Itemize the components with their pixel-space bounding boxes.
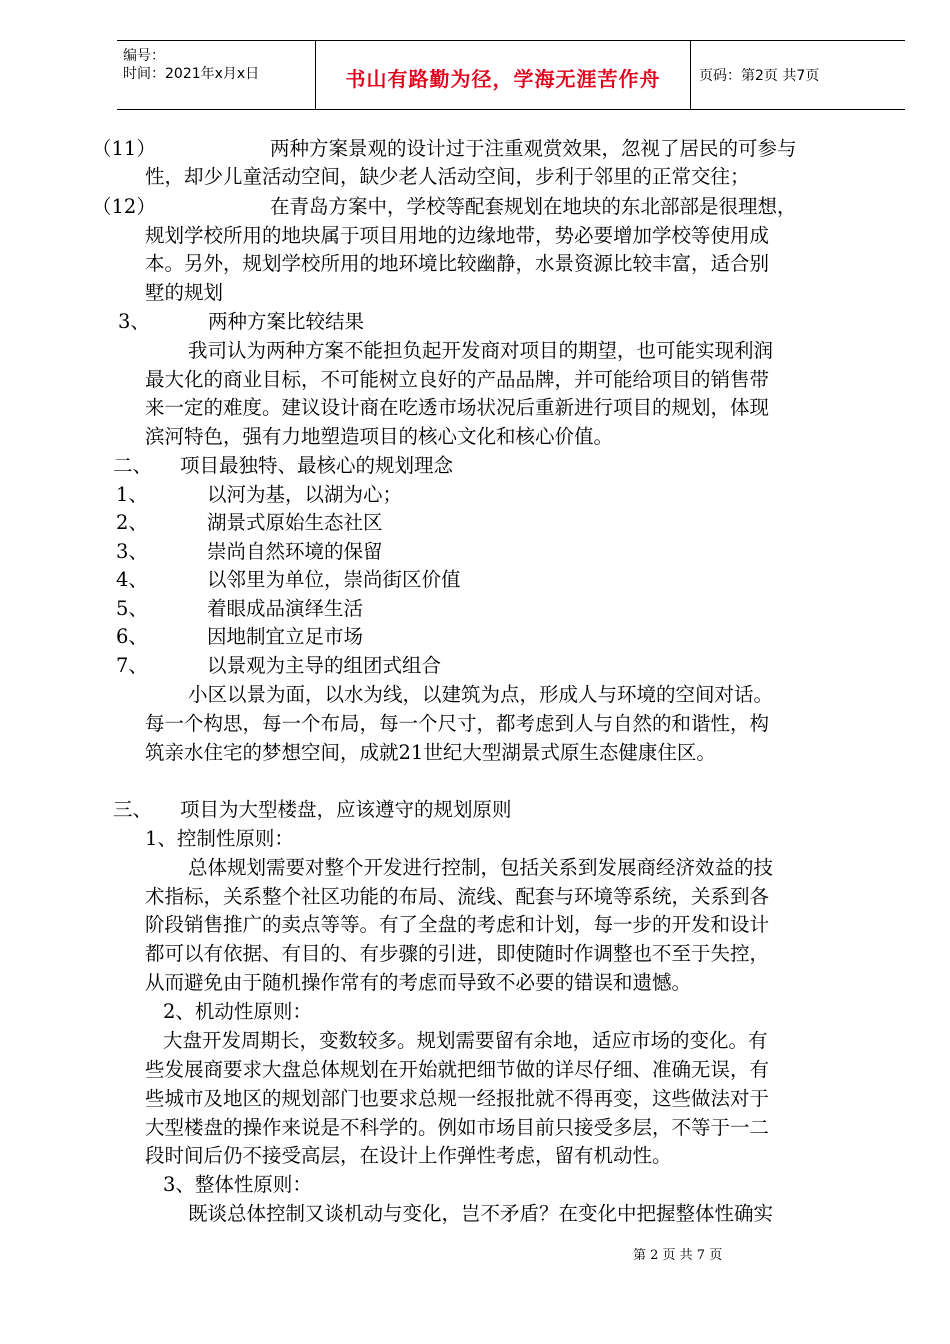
principle-1-line-2: 术指标，关系整个社区功能的布局、流线、配套与环境等系统，关系到各 <box>145 885 770 908</box>
section-3-line-2: 最大化的商业目标，不可能树立良好的产品品牌，并可能给项目的销售带 <box>145 368 770 391</box>
header-page-cell <box>690 41 905 109</box>
principle-2-line-1: 大盘开发周期长，变数较多。规划需要留有余地，适应市场的变化。有 <box>163 1029 768 1052</box>
principle-3-heading: 3、整体性原则： <box>163 1173 312 1196</box>
principle-1-line-1: 总体规划需要对整个开发进行控制，包括关系到发展商经济效益的技 <box>188 856 774 879</box>
item-12-line-1: 在青岛方案中，学校等配套规划在地块的东北部部是很理想， <box>270 195 797 218</box>
principle-1-line-4: 都可以有依据、有目的、有步骤的引进，即使随时作调整也不至于失控， <box>145 942 770 965</box>
part-2-para-line-2: 每一个构思，每一个布局，每一个尺寸，都考虑到人与自然的和谐性，构 <box>145 712 770 735</box>
principle-3-line-1: 既谈总体控制又谈机动与变化，岂不矛盾？在变化中把握整体性确实 <box>188 1202 774 1225</box>
header-motto: 书山有路勤为径，学海无涯苦作舟 <box>345 67 661 91</box>
concept-6-number: 6、 <box>116 625 148 648</box>
header-motto-cell <box>315 41 691 109</box>
principle-2-line-2: 些发展商要求大盘总体规划在开始就把细节做的详尽仔细、准确无误，有 <box>145 1058 770 1081</box>
principle-2-line-5: 段时间后仍不接受高层，在设计上作弹性考虑，留有机动性。 <box>145 1144 672 1167</box>
principle-2-line-4: 大型楼盘的操作来说是不科学的。例如市场目前只接受多层，不等于一二 <box>145 1116 770 1139</box>
concept-2-text: 湖景式原始生态社区 <box>207 511 383 534</box>
document-number-label: 编号： <box>123 48 165 64</box>
item-12-line-3: 本。另外，规划学校所用的地环境比较幽静，水景资源比较丰富，适合别 <box>145 252 770 275</box>
concept-7-number: 7、 <box>116 654 148 677</box>
part-2-para-line-1: 小区以景为面，以水为线，以建筑为点，形成人与环境的空间对话。 <box>188 683 774 706</box>
document-time-label: 时间：2021年x月x日 <box>123 66 260 82</box>
principle-1-line-3: 阶段销售推广的卖点等等。有了全盘的考虑和计划，每一步的开发和设计 <box>145 913 770 936</box>
part-3-title: 项目为大型楼盘，应该遵守的规划原则 <box>180 798 512 821</box>
concept-4-number: 4、 <box>116 568 148 591</box>
concept-5-text: 着眼成品演绎生活 <box>207 597 364 620</box>
principle-2-line-3: 些城市及地区的规划部门也要求总规一经报批就不得再变，这些做法对于 <box>145 1087 770 1110</box>
section-3-line-4: 滨河特色，强有力地塑造项目的核心文化和核心价值。 <box>145 425 614 448</box>
section-3-line-3: 来一定的难度。建议设计商在吃透市场状况后重新进行项目的规划，体现 <box>145 396 770 419</box>
item-11-label: （11） <box>92 137 156 160</box>
part-2-para-line-3: 筑亲水住宅的梦想空间，成就21世纪大型湖景式原生态健康住区。 <box>145 741 716 764</box>
principle-1-line-5: 从而避免由于随机操作常有的考虑而导致不必要的错误和遗憾。 <box>145 971 692 994</box>
concept-3-number: 3、 <box>116 540 148 563</box>
concept-7-text: 以景观为主导的组团式组合 <box>207 654 442 677</box>
item-12-label: （12） <box>92 195 156 218</box>
section-3-line-1: 我司认为两种方案不能担负起开发商对项目的期望，也可能实现利润 <box>188 339 774 362</box>
page-header <box>117 40 905 110</box>
section-3-label: 3、 <box>118 310 150 333</box>
item-11-line-2: 性，却少儿童活动空间，缺少老人活动空间，步利于邻里的正常交往； <box>145 165 750 188</box>
concept-5-number: 5、 <box>116 597 148 620</box>
concept-3-text: 崇尚自然环境的保留 <box>207 540 383 563</box>
part-2-title: 项目最独特、最核心的规划理念 <box>180 454 454 477</box>
part-3-label: 三、 <box>113 798 153 821</box>
section-3-title: 两种方案比较结果 <box>208 310 365 333</box>
concept-4-text: 以邻里为单位，崇尚街区价值 <box>207 568 461 591</box>
part-2-label: 二、 <box>113 454 153 477</box>
item-12-line-4: 墅的规划 <box>145 281 224 304</box>
header-info-cell <box>117 41 315 109</box>
principle-1-heading: 1、控制性原则： <box>145 827 294 850</box>
principle-2-heading: 2、机动性原则： <box>163 1000 312 1023</box>
footer-page-number: 第 2 页 共 7 页 <box>633 1248 723 1263</box>
concept-2-number: 2、 <box>116 511 148 534</box>
item-12-line-2: 规划学校所用的地块属于项目用地的边缘地带，势必要增加学校等使用成 <box>145 224 770 247</box>
concept-1-text: 以河为基，以湖为心； <box>207 483 403 506</box>
concept-1-number: 1、 <box>116 483 148 506</box>
item-11-line-1: 两种方案景观的设计过于注重观赏效果，忽视了居民的可参与 <box>270 137 797 160</box>
header-page-label: 页码：第2页 共7页 <box>699 68 820 84</box>
concept-6-text: 因地制宜立足市场 <box>207 625 364 648</box>
